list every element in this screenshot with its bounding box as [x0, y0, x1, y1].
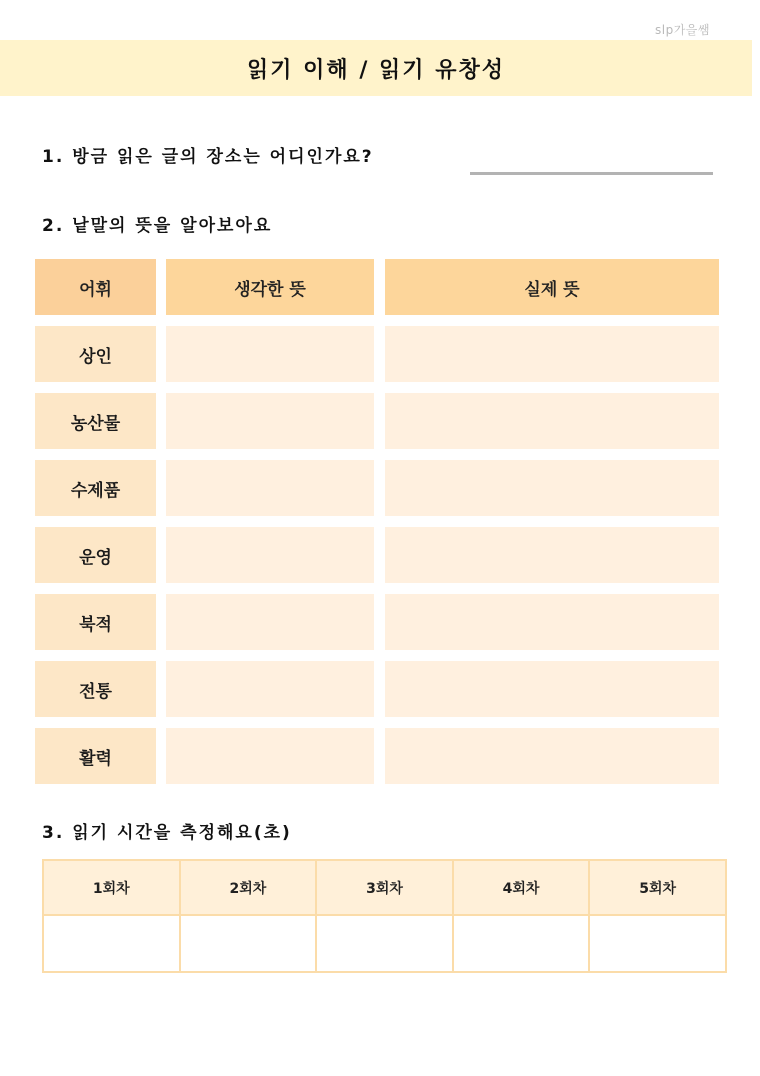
brand-watermark: slp가을쌤	[655, 23, 710, 37]
actual-meaning-cell[interactable]	[385, 460, 719, 516]
vocab-row	[35, 527, 719, 583]
actual-meaning-cell[interactable]	[385, 728, 719, 784]
guessed-meaning-cell[interactable]	[166, 460, 374, 516]
vocab-row	[35, 460, 719, 516]
answer-line[interactable]	[470, 172, 713, 175]
guessed-meaning-cell[interactable]	[166, 728, 374, 784]
time-entry-cell[interactable]	[316, 915, 453, 972]
guessed-meaning-cell[interactable]	[166, 527, 374, 583]
guessed-meaning-cell[interactable]	[166, 393, 374, 449]
actual-meaning-cell[interactable]	[385, 527, 719, 583]
vocab-row	[35, 594, 719, 650]
question-2: 2. 낱말의 뜻을 알아보아요	[42, 216, 273, 236]
vocab-row	[35, 728, 719, 784]
page-title: 읽기 이해 / 읽기 유창성	[247, 57, 505, 83]
timing-entry-row	[43, 915, 726, 972]
vocab-word: 활력	[35, 728, 156, 784]
trial-header: 4회차	[453, 860, 590, 915]
vocab-row	[35, 393, 719, 449]
vocab-header-guessed: 생각한 뜻	[166, 259, 374, 315]
time-entry-cell[interactable]	[453, 915, 590, 972]
guessed-meaning-cell[interactable]	[166, 326, 374, 382]
vocab-table	[35, 259, 719, 795]
time-entry-cell[interactable]	[43, 915, 180, 972]
vocab-header-word: 어휘	[35, 259, 156, 315]
vocab-word: 운영	[35, 527, 156, 583]
trial-header: 2회차	[180, 860, 317, 915]
trial-header: 1회차	[43, 860, 180, 915]
time-entry-cell[interactable]	[180, 915, 317, 972]
question-3: 3. 읽기 시간을 측정해요(초)	[42, 823, 292, 843]
guessed-meaning-cell[interactable]	[166, 594, 374, 650]
title-banner	[0, 40, 752, 96]
actual-meaning-cell[interactable]	[385, 393, 719, 449]
timing-header-row	[43, 860, 726, 915]
time-entry-cell[interactable]	[589, 915, 726, 972]
actual-meaning-cell[interactable]	[385, 326, 719, 382]
vocab-word: 농산물	[35, 393, 156, 449]
question-1: 1. 방금 읽은 글의 장소는 어디인가요?	[42, 147, 374, 167]
trial-header: 5회차	[589, 860, 726, 915]
actual-meaning-cell[interactable]	[385, 594, 719, 650]
vocab-word: 북적	[35, 594, 156, 650]
vocab-row	[35, 326, 719, 382]
trial-header: 3회차	[316, 860, 453, 915]
guessed-meaning-cell[interactable]	[166, 661, 374, 717]
vocab-header-row	[35, 259, 719, 315]
vocab-word: 수제품	[35, 460, 156, 516]
vocab-header-actual: 실제 뜻	[385, 259, 719, 315]
vocab-word: 전통	[35, 661, 156, 717]
actual-meaning-cell[interactable]	[385, 661, 719, 717]
reading-time-table	[42, 859, 727, 973]
vocab-word: 상인	[35, 326, 156, 382]
vocab-row	[35, 661, 719, 717]
